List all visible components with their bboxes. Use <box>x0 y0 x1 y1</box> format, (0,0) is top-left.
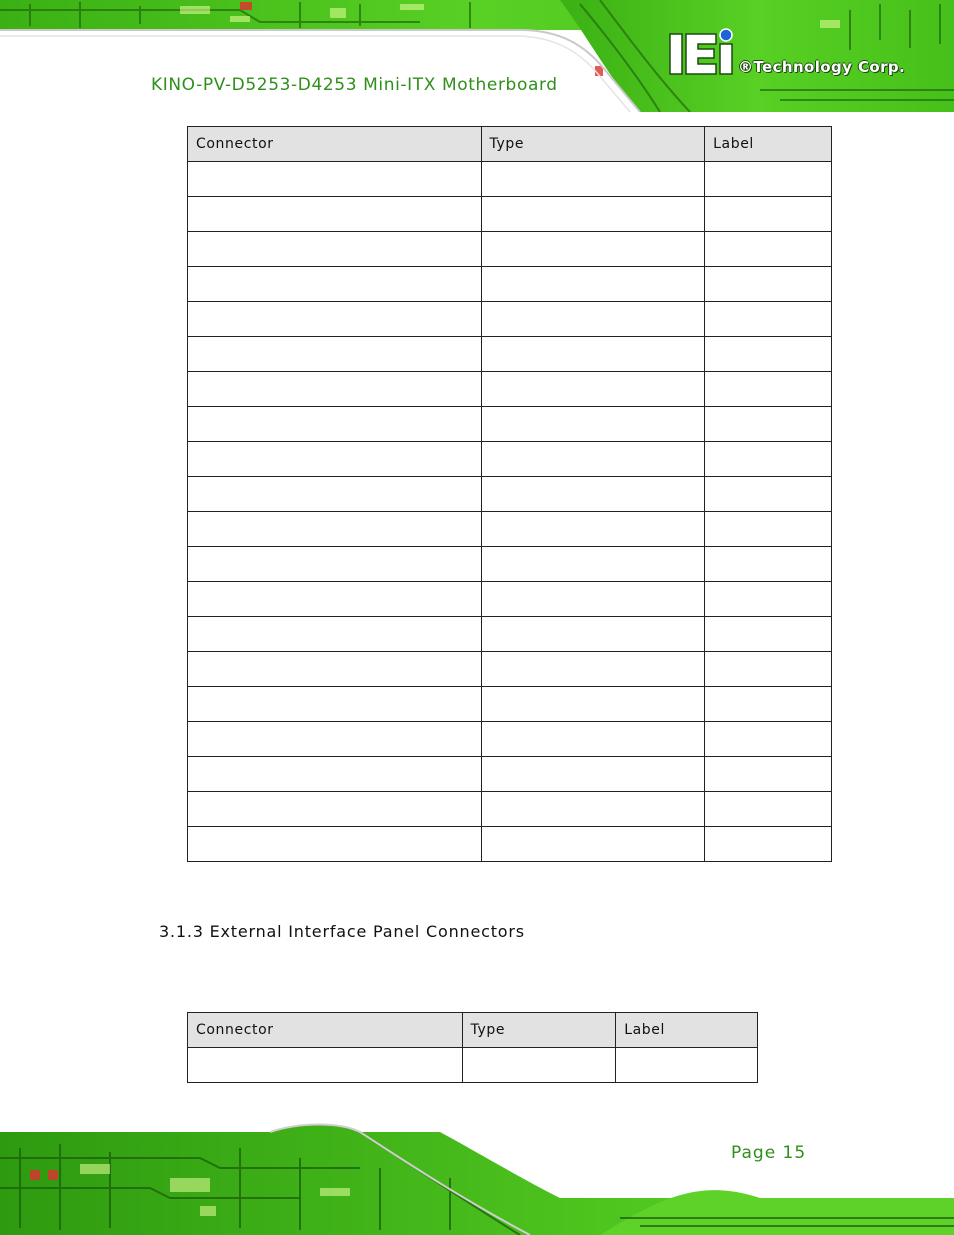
type-cell <box>481 582 705 617</box>
page-number: Page 15 <box>731 1143 807 1163</box>
type-cell <box>481 302 705 337</box>
label-cell <box>705 582 832 617</box>
table-row <box>188 302 832 337</box>
connector-cell <box>188 652 482 687</box>
table-row <box>188 512 832 547</box>
table-row <box>188 792 832 827</box>
table-row <box>188 1048 758 1083</box>
connector-cell <box>188 722 482 757</box>
label-cell <box>705 407 832 442</box>
table-row <box>188 757 832 792</box>
connector-cell <box>188 617 482 652</box>
type-cell <box>481 162 705 197</box>
label-cell <box>705 827 832 862</box>
connector-cell <box>188 267 482 302</box>
connector-cell <box>188 442 482 477</box>
label-cell <box>705 617 832 652</box>
connector-cell <box>188 757 482 792</box>
table-row <box>188 652 832 687</box>
connector-cell <box>188 407 482 442</box>
label-cell <box>705 302 832 337</box>
connector-cell <box>188 372 482 407</box>
label-cell <box>705 652 832 687</box>
table-row <box>188 827 832 862</box>
table-header-row <box>188 127 832 162</box>
connector-cell <box>188 582 482 617</box>
label-cell <box>705 372 832 407</box>
type-cell <box>481 792 705 827</box>
table-row <box>188 477 832 512</box>
brand-tagline: ®Technology Corp. <box>738 58 906 76</box>
table-header-row <box>188 1013 758 1048</box>
label-cell <box>705 687 832 722</box>
table-row <box>188 337 832 372</box>
connector-cell <box>188 827 482 862</box>
table-row <box>188 162 832 197</box>
label-cell <box>705 442 832 477</box>
footer-circuit-banner <box>0 1118 954 1235</box>
type-cell <box>481 827 705 862</box>
label-cell <box>705 792 832 827</box>
connector-cell <box>188 512 482 547</box>
type-cell <box>481 442 705 477</box>
table-row <box>188 197 832 232</box>
label-cell <box>705 477 832 512</box>
connector-cell <box>188 477 482 512</box>
type-cell <box>481 372 705 407</box>
table-row <box>188 582 832 617</box>
connector-cell <box>188 687 482 722</box>
type-cell <box>481 267 705 302</box>
label-cell <box>705 722 832 757</box>
connector-cell <box>188 197 482 232</box>
column-header-type: Type <box>481 127 705 162</box>
column-header-connector: Connector <box>188 1013 463 1048</box>
table-row <box>188 232 832 267</box>
type-cell <box>481 477 705 512</box>
label-cell <box>705 757 832 792</box>
table-row <box>188 722 832 757</box>
label-cell <box>705 267 832 302</box>
table-row <box>188 407 832 442</box>
type-cell <box>481 407 705 442</box>
type-cell <box>481 722 705 757</box>
type-cell <box>481 652 705 687</box>
iei-logo <box>668 26 740 76</box>
type-cell <box>481 512 705 547</box>
column-header-connector: Connector <box>188 127 482 162</box>
table-row <box>188 372 832 407</box>
label-cell <box>616 1048 758 1083</box>
type-cell <box>481 617 705 652</box>
type-cell <box>481 757 705 792</box>
external-connectors-table <box>187 1012 758 1083</box>
table-body <box>188 162 832 862</box>
section-heading: 3.1.3 External Interface Panel Connectors <box>159 922 525 941</box>
type-cell <box>481 687 705 722</box>
label-cell <box>705 512 832 547</box>
table-row <box>188 687 832 722</box>
table-row <box>188 547 832 582</box>
internal-connectors-table <box>187 126 832 862</box>
connector-cell <box>188 302 482 337</box>
table-body <box>188 1048 758 1083</box>
label-cell <box>705 547 832 582</box>
column-header-label: Label <box>616 1013 758 1048</box>
label-cell <box>705 162 832 197</box>
connector-cell <box>188 337 482 372</box>
header-circuit-banner <box>0 0 954 112</box>
type-cell <box>481 197 705 232</box>
label-cell <box>705 337 832 372</box>
label-cell <box>705 197 832 232</box>
table-row <box>188 617 832 652</box>
table-row <box>188 267 832 302</box>
connector-cell <box>188 547 482 582</box>
label-cell <box>705 232 832 267</box>
table-row <box>188 442 832 477</box>
connector-cell <box>188 162 482 197</box>
type-cell <box>462 1048 616 1083</box>
document-title: KINO-PV-D5253-D4253 Mini-ITX Motherboard <box>151 75 558 95</box>
connector-cell <box>188 1048 463 1083</box>
column-header-label: Label <box>705 127 832 162</box>
connector-cell <box>188 792 482 827</box>
connector-cell <box>188 232 482 267</box>
column-header-type: Type <box>462 1013 616 1048</box>
type-cell <box>481 547 705 582</box>
type-cell <box>481 337 705 372</box>
type-cell <box>481 232 705 267</box>
